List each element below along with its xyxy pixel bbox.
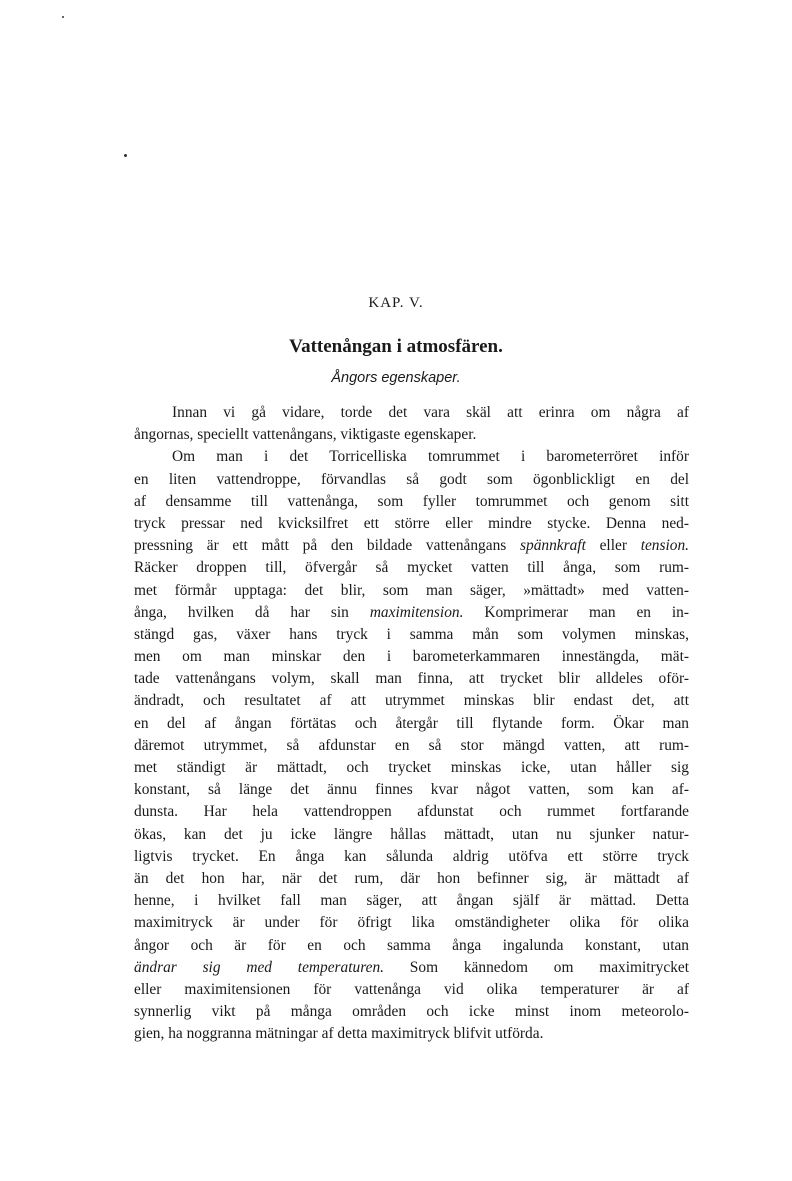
text-segment: pressning är ett mått på den bildade vattenångans (134, 537, 521, 555)
text-segment: än det hon har, när det rum, där hon befinner sig, är mättadt af (134, 869, 689, 887)
text-line (134, 646, 689, 668)
text-segment: Om man i det Torricelliska tomrummet i barometerröret inför (172, 448, 689, 466)
text-segment: ligtvis trycket. En ånga kan sålunda aldrig utöfva ett större tryck (134, 847, 689, 865)
text-line (134, 424, 689, 446)
text-line (134, 491, 689, 513)
text-line (134, 557, 689, 579)
text-segment: stängd gas, växer hans tryck i samma mån som volymen minskas, (134, 625, 689, 643)
text-segment: ångornas, speciellt vattenångans, viktigaste egenskaper. (134, 426, 477, 444)
text-segment: ändradt, och resultatet af att utrymmet minskas blir endast det, att (134, 692, 689, 710)
text-segment: Innan vi gå vidare, torde det vara skäl att erinra om några af (172, 404, 689, 421)
text-segment: Som kännedom om maximitrycket (384, 958, 689, 976)
text-line (134, 824, 689, 846)
text-segment: Räcker droppen till, öfvergår så mycket vatten till ånga, som rum- (134, 559, 689, 577)
text-segment: tade vattenångans volym, skall man finna, att trycket blir alldeles oför- (134, 670, 689, 688)
text-line (134, 801, 689, 823)
text-line (134, 580, 689, 602)
text-segment: ånga, hvilken då har sin (134, 603, 370, 621)
italic-text: spännkraft (520, 537, 586, 555)
text-line (134, 912, 689, 934)
text-line (134, 757, 689, 779)
text-segment: eller maximitensionen för vattenånga vid olika temperaturer är af (134, 980, 689, 998)
text-segment: eller (585, 537, 641, 555)
text-line (134, 1001, 689, 1023)
text-line (134, 735, 689, 757)
text-line (134, 469, 689, 491)
text-segment: en del af ångan förtätas och återgår till flytande form. Ökar man (134, 714, 689, 732)
text-segment: men om man minskar den i barometerkammaren innestängda, mät- (134, 648, 689, 666)
paragraph (134, 446, 689, 1045)
text-segment: gien, ha noggranna mätningar af detta maximitryck blifvit utförda. (134, 1025, 544, 1043)
text-line (134, 602, 689, 624)
text-segment: met förmår upptaga: det blir, som man säger, »mättadt» med vatten- (134, 581, 689, 599)
text-segment: af densamme till vattenånga, som fyller tomrummet och genom sitt (134, 492, 689, 510)
text-segment: konstant, så länge det ännu finnes kvar något vatten, som kan af- (134, 781, 689, 799)
text-segment: ångor och är för en och samma ånga ingalunda konstant, utan (134, 936, 689, 954)
text-line (134, 1023, 689, 1045)
text-segment: däremot utrymmet, så afdunstar en så stor mängd vatten, att rum- (134, 736, 689, 754)
text-segment: ökas, kan det ju icke längre hållas mättadt, utan nu sjunker natur- (134, 825, 689, 843)
italic-text: ändrar sig med temperaturen. (134, 958, 384, 976)
text-line (134, 868, 689, 890)
text-line (134, 402, 689, 424)
body-text (134, 402, 689, 1045)
text-segment: en liten vattendroppe, förvandlas så godt som ögonblickligt en del (134, 470, 689, 488)
text-line (134, 979, 689, 1001)
text-line (134, 690, 689, 712)
text-segment: tryck pressar ned kvicksilfret ett större eller mindre stycke. Denna ned- (134, 514, 689, 532)
text-line (134, 535, 689, 557)
italic-text: tension. (640, 537, 689, 555)
section-subtitle: Ångors egenskaper. (331, 370, 461, 386)
text-line (134, 446, 689, 468)
chapter-title: Vattenångan i atmosfären. (289, 336, 503, 357)
chapter-heading: KAP. V. (368, 295, 424, 311)
italic-text: maximitension. (369, 603, 464, 621)
text-line (134, 957, 689, 979)
text-segment: henne, i hvilket fall man säger, att ångan själf är mättad. Detta (134, 892, 689, 910)
text-segment: dunsta. Har hela vattendroppen afdunstat och rummet fortfarande (134, 803, 689, 821)
text-segment: maximitryck är under för öfrigt lika omständigheter olika för olika (134, 914, 689, 932)
text-line (134, 935, 689, 957)
text-line (134, 668, 689, 690)
text-line (134, 779, 689, 801)
text-segment: synnerlig vikt på många områden och icke minst inom meteorolo- (134, 1003, 689, 1021)
scan-speck (62, 16, 64, 18)
text-line (134, 890, 689, 912)
scan-speck (124, 154, 127, 157)
text-line (134, 846, 689, 868)
paragraph (134, 402, 689, 446)
text-segment: Komprimerar man en in- (463, 603, 689, 621)
text-line (134, 513, 689, 535)
text-line (134, 624, 689, 646)
text-line (134, 713, 689, 735)
text-segment: met ständigt är mättadt, och trycket minskas icke, utan håller sig (134, 759, 689, 776)
